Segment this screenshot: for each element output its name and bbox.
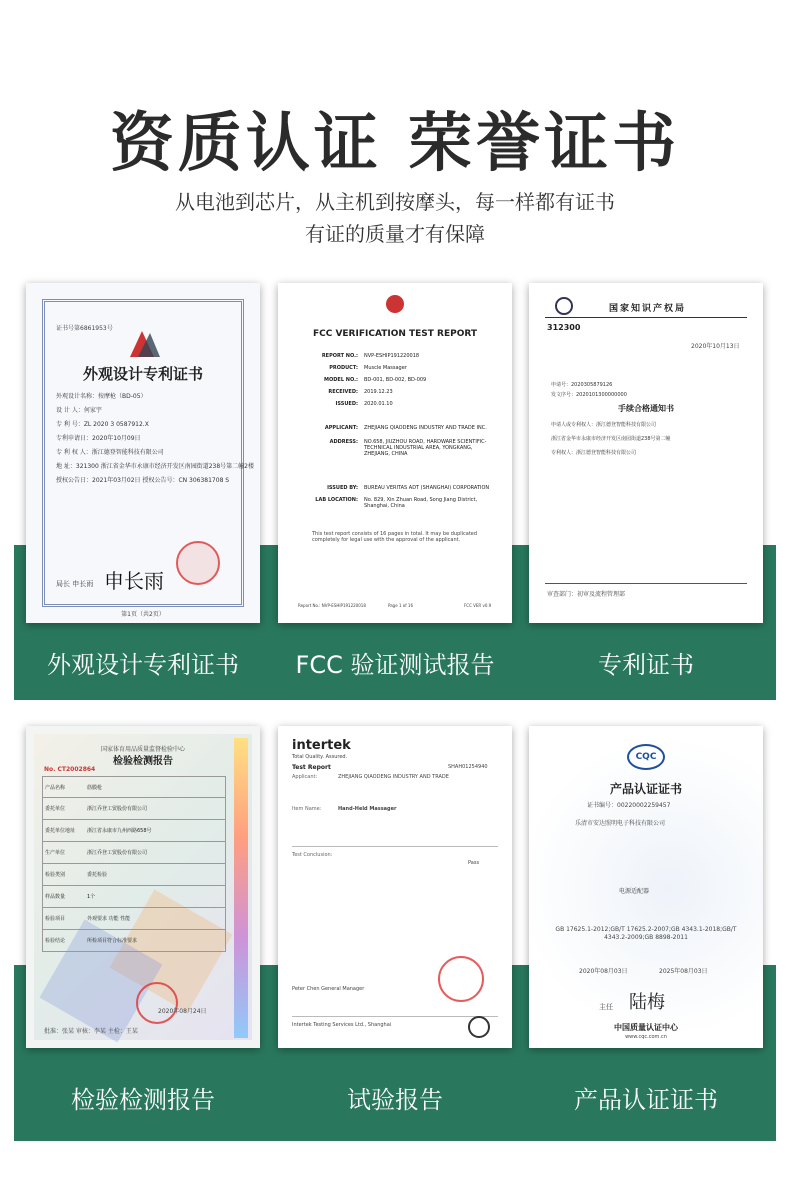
side-stripe xyxy=(234,738,248,1038)
fcc-field-value: BD-001, BD-002, BD-009 xyxy=(364,377,427,383)
row-value: 浙江省永康市九州西路658号 xyxy=(87,828,152,834)
table-row xyxy=(42,864,226,886)
signature: 申长雨 xyxy=(104,569,164,593)
doc-line: 申请人或专利权人：浙江德登智能科技有限公司 xyxy=(551,422,657,428)
row-key: 检验类别 xyxy=(45,872,66,878)
signature: 陆梅 xyxy=(629,992,665,1013)
table-row xyxy=(42,908,226,930)
row-key: 生产单位 xyxy=(45,850,66,856)
row-value: 所检项目符合标准要求 xyxy=(87,938,138,944)
fcc-field-key: APPLICANT: xyxy=(324,425,358,431)
header xyxy=(0,0,790,260)
patent-office-notice[interactable]: 国家知识产权局 312300 2020年10月13日 手续合格通知书 申请号：2020305879126 发文序号：2020101300000000 申请人或专利权人：浙江德登智能科技有限公司 浙江省金华市永康市经济开发区南园街道238号第二幢 专利权人：浙江德登智能科技有限公司 审查部门：初审及流程管理部 xyxy=(529,283,763,623)
red-seal xyxy=(176,541,220,585)
label-cqc: 产品认证证书 xyxy=(574,1086,718,1114)
table-row xyxy=(42,798,226,820)
patent-emblem-icon xyxy=(124,329,162,359)
label-patent: 专利证书 xyxy=(598,651,694,679)
doc-line: 授权公告日：2021年03月02日 授权公告号：CN 306381708 S xyxy=(56,477,230,484)
row-value: 浙江乔登工贸股份有限公司 xyxy=(87,806,148,812)
patent-design-certificate[interactable]: 证书号第6861953号 外观设计专利证书 外观设计名称：按摩枪（BD-05） 设 计 人：何家宇 专 利 号：ZL 2020 3 0587912.X 专利申请日：2020年10月09日 专 利 权 人：浙江德登智能科技有限公司 地 址：321300 浙江省金华市永康市经济开发区南园街道238号第二幢2楼 授权公告日：2021年03月02日 授权公告号：CN 306381708 S 局长 申长雨 申长雨 第1页（共2页） xyxy=(26,283,260,623)
table-row xyxy=(42,820,226,842)
doc-line: 申请号：2020305879126 xyxy=(551,382,613,388)
fcc-field-value: ZHEJIANG QIAODENG INDUSTRY AND TRADE INC. xyxy=(364,425,487,431)
intertek-logo: intertek xyxy=(292,738,351,753)
fcc-field-value: Muscle Massager xyxy=(364,365,407,371)
row-value: 浙江乔登工贸股份有限公司 xyxy=(87,850,148,856)
patent-title: 外观设计专利证书 xyxy=(82,365,203,383)
label-patent-design: 外观设计专利证书 xyxy=(47,651,239,679)
doc-line: 地 址：321300 浙江省金华市永康市经济开发区南园街道238号第二幢2楼 xyxy=(56,463,254,470)
cnipa-logo-icon xyxy=(555,297,573,315)
label-fcc: FCC 验证测试报告 xyxy=(295,651,495,679)
doc-line: 发文序号：2020101300000000 xyxy=(551,392,627,398)
row-key: 产品名称 xyxy=(45,785,66,791)
fcc-field-value: 2019.12.23 xyxy=(364,389,393,395)
table-row xyxy=(42,776,226,798)
fcc-field-key: REPORT NO.: xyxy=(321,353,358,359)
label-intertek: 试验报告 xyxy=(347,1086,443,1114)
page-title: 资质认证 荣誉证书 xyxy=(109,107,681,181)
doc-line: 专 利 号：ZL 2020 3 0587912.X xyxy=(56,421,149,428)
intertek-test-report[interactable]: intertek Total Quality. Assured. Test Report SHAH01254940 Applicant: ZHEJIANG QIAODENG INDUSTRY AND TRADE Item Name: Hand-Held Massager Test Conclusion: Pass Peter Chen General Manager Intertek Testing Services Ltd., Shanghai xyxy=(278,726,512,1048)
red-seal xyxy=(136,982,178,1024)
row-key: 检验结论 xyxy=(45,938,66,944)
subtitle-line2: 有证的质量才有保障 xyxy=(305,222,485,246)
table-row xyxy=(42,842,226,864)
red-seal xyxy=(438,956,484,1002)
fcc-field-value: BUREAU VERITAS ADT (SHANGHAI) CORPORATION xyxy=(364,485,490,491)
table-row xyxy=(42,886,226,908)
row-value: 筋膜枪 xyxy=(87,785,103,791)
row-key: 委托单位地址 xyxy=(45,828,76,834)
inspection-report[interactable]: 国家体育用品质量监督检验中心 检验检测报告 No. CT2002864 产品名称 筋膜枪 委托单位 浙江乔登工贸股份有限公司 委托单位地址 浙江省永康市九州西路658号 生产单位 浙江乔登工贸股份有限公司 检验类别 委托检验 样品数量 1个 检验项目 外观要求 功能 性能 检验结论 所检项目符合标准要求 2020年08月24日 批准：张某 审核：李某 主检：王某 xyxy=(26,726,260,1048)
fcc-field-value: 2020.01.10 xyxy=(364,401,393,407)
subtitle-line1: 从电池到芯片，从主机到按摩头，每一样都有证书 xyxy=(175,190,615,214)
fcc-field-value: No. 829, Xin Zhuan Road, Song Jiang District, Shanghai, China xyxy=(364,497,478,509)
row-key: 委托单位 xyxy=(45,806,66,812)
row-key: 样品数量 xyxy=(45,894,66,900)
cqc-product-certificate[interactable]: CQC 产品认证证书 证书编号：00220002259457 乐清市安达照明电子科技有限公司 电源适配器 GB 17625.1-2012;GB/T 17625.2-2007;GB 4343.1-2018;GB/T 4343.2-2009;GB 8898-2011 2020年08月03日 2025年08月03日 主任 陆梅 中国质量认证中心 www.cqc.com.cn xyxy=(529,726,763,1048)
doc-line: 专利权人：浙江德登智能科技有限公司 xyxy=(551,450,637,456)
row-key: 检验项目 xyxy=(45,916,66,922)
fcc-field-key: ISSUED: xyxy=(335,401,358,407)
doc-line: 外观设计名称：按摩枪（BD-05） xyxy=(56,393,147,400)
label-inspection: 检验检测报告 xyxy=(71,1086,215,1114)
table-row xyxy=(42,930,226,952)
cqc-logo-icon: CQC xyxy=(627,744,665,770)
doc-line: 设 计 人：何家宇 xyxy=(56,407,102,414)
doc-line: 专利申请日：2020年10月09日 xyxy=(56,435,141,442)
row-value: 委托检验 xyxy=(87,872,108,878)
doc-line: 浙江省金华市永康市经济开发区南园街道238号第二幢 xyxy=(551,436,671,442)
doc-line: 专 利 权 人：浙江德登智能科技有限公司 xyxy=(56,449,164,456)
fcc-field-key: PRODUCT: xyxy=(329,365,358,371)
row-value: 1个 xyxy=(87,894,96,900)
fcc-field-key: ADDRESS: xyxy=(329,439,358,445)
row-value: 外观要求 功能 性能 xyxy=(87,916,131,922)
fcc-test-report[interactable]: FCC VERIFICATION TEST REPORT REPORT NO.: NVP-ESHIP191220018 PRODUCT: Muscle Massager MODEL NO.: BD-001, BD-002, BD-009 RECEIVED: 2019.12.23 ISSUED: 2020.01.10 APPLICANT: ZHEJIANG QIAODENG INDUSTRY AND TRADE INC. ADDRESS: NO.658, JIUZHOU ROAD, HARDWARE SCIENTIFIC-TECHNICAL INDUSTRIAL AREA, YONGKANG, ZHEJIANG, CHINA ISSUED BY: BUREAU VERITAS ADT (SHANGHAI) CORPORATION LAB LOCATION: No. 829, Xin Zhuan Road, Song Jiang District, Shanghai, China This test report consists of 16 pages in total. It may be duplicated completely for legal use with the approval of the applicant. Report No.: NVP-ESHIP191220018 Page 1 of 16 FCC VER v0.9 xyxy=(278,283,512,623)
bv-logo-icon xyxy=(386,295,404,313)
fcc-field-key: RECEIVED: xyxy=(328,389,358,395)
fcc-field-value: NVP-ESHIP191220018 xyxy=(364,353,420,359)
fcc-field-key: MODEL NO.: xyxy=(324,377,358,383)
intertek-round-icon xyxy=(468,1016,490,1038)
fcc-field-key: LAB LOCATION: xyxy=(315,497,358,503)
fcc-field-value: NO.658, JIUZHOU ROAD, HARDWARE SCIENTIFIC-TECHNICAL INDUSTRIAL AREA, YONGKANG, ZHEJIANG, CHINA xyxy=(364,439,487,457)
fcc-field-key: ISSUED BY: xyxy=(327,485,358,491)
